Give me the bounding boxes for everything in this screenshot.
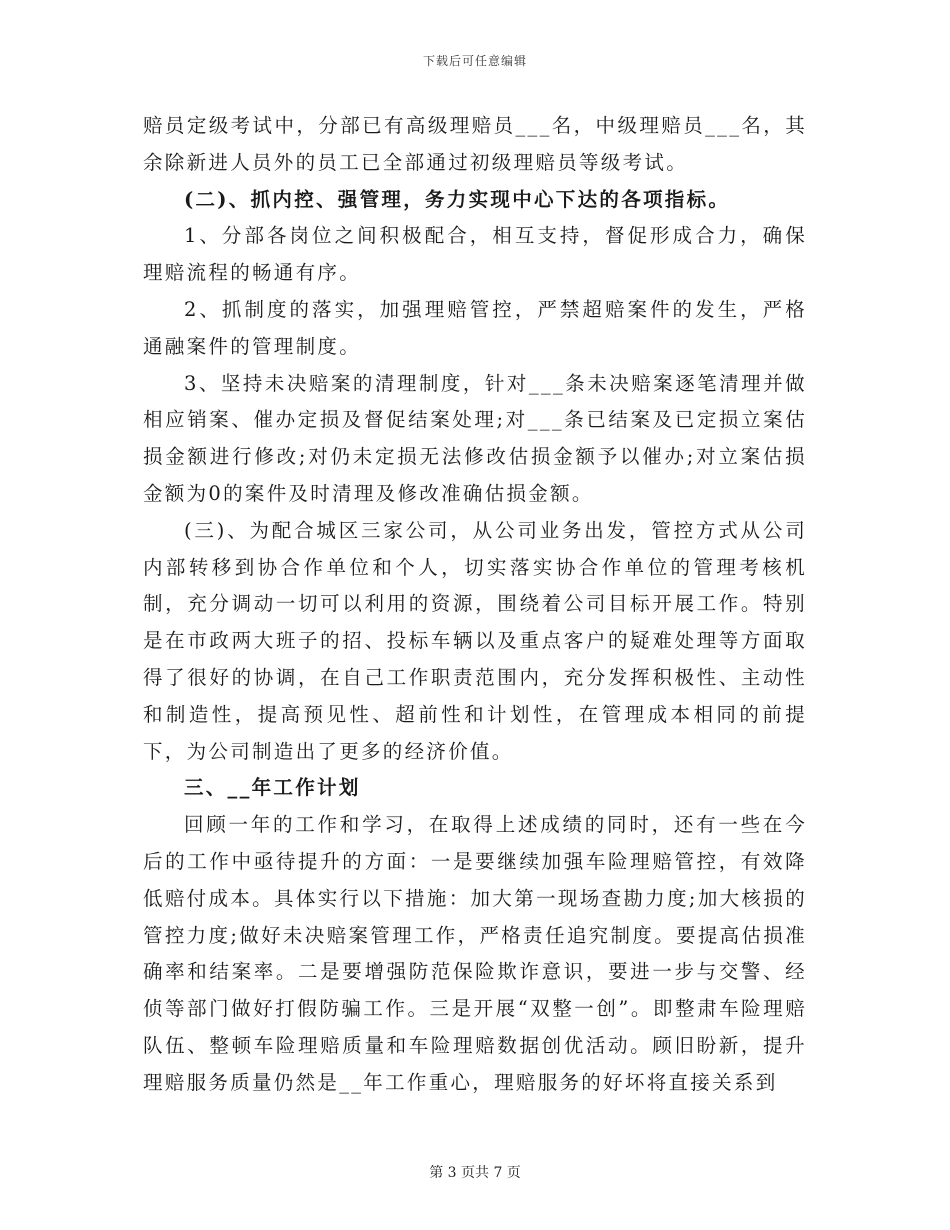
- paragraph-section-three: (三)、为配合城区三家公司，从公司业务出发，管控方式从公司内部转移到协合作单位和个人，切实落实协合作单位的管理考核机制，充分调动一切可以利用的资源，围绕着公司目标开展工作。特别是在市政两大班子的招、投标车辆以及重点客户的疑难处理等方面取得了很好的协调，在自己工作职责范围内，充分发挥积极性、主动性和制造性，提高预见性、超前性和计划性，在管理成本相同的前提下，为公司制造出了更多的经济价值。: [143, 518, 807, 763]
- paragraph-item-1: 1、分部各岗位之间积极配合，相互支持，督促形成合力，确保理赔流程的畅通有序。: [143, 224, 807, 285]
- section-heading-internal-control: (二)、抓内控、强管理，务力实现中心下达的各项指标。: [183, 187, 731, 211]
- page-number: 第 3 页共 7 页: [429, 1165, 521, 1181]
- section-heading-work-plan: 三、__年工作计划: [183, 776, 361, 800]
- paragraph-item-2: 2、抓制度的落实，加强理赔管控，严禁超赔案件的发生，严格通融案件的管理制度。: [143, 297, 807, 358]
- paragraph-exam-continuation: 赔员定级考试中，分部已有高级理赔员___名，中级理赔员___名，其余除新进人员外的员工已全部通过初级理赔员等级考试。: [143, 114, 807, 174]
- paragraph-review: 回顾一年的工作和学习，在取得上述成绩的同时，还有一些在今后的工作中亟待提升的方面：一是要继续加强车险理赔管控，有效降低赔付成本。具体实行以下措施：加大第一现场查勘力度;加大核损的管控力度;做好未决赔案管理工作，严格责任追究制度。要提高估损准确率和结案率。二是要增强防范保险欺诈意识，要进一步与交警、经侦等部门做好打假防骗工作。三是开展“双整一创”。即整肃车险理赔队伍、整顿车险理赔质量和车险理赔数据创优活动。顾旧盼新，提升理赔服务质量仍然是__年工作重心，理赔服务的好坏将直接关系到: [143, 813, 807, 1094]
- paragraph-item-3: 3、坚持未决赔案的清理制度，针对___条未决赔案逐笔清理并做相应销案、催办定损及督促结案处理;对___条已结案及已定损立案估损金额进行修改;对仍未定损无法修改估损金额予以催办;对立案估损金额为0的案件及时清理及修改准确估损金额。: [143, 371, 807, 505]
- page-header: 下载后可任意编辑: [422, 54, 527, 68]
- document-body: [143, 108, 807, 1102]
